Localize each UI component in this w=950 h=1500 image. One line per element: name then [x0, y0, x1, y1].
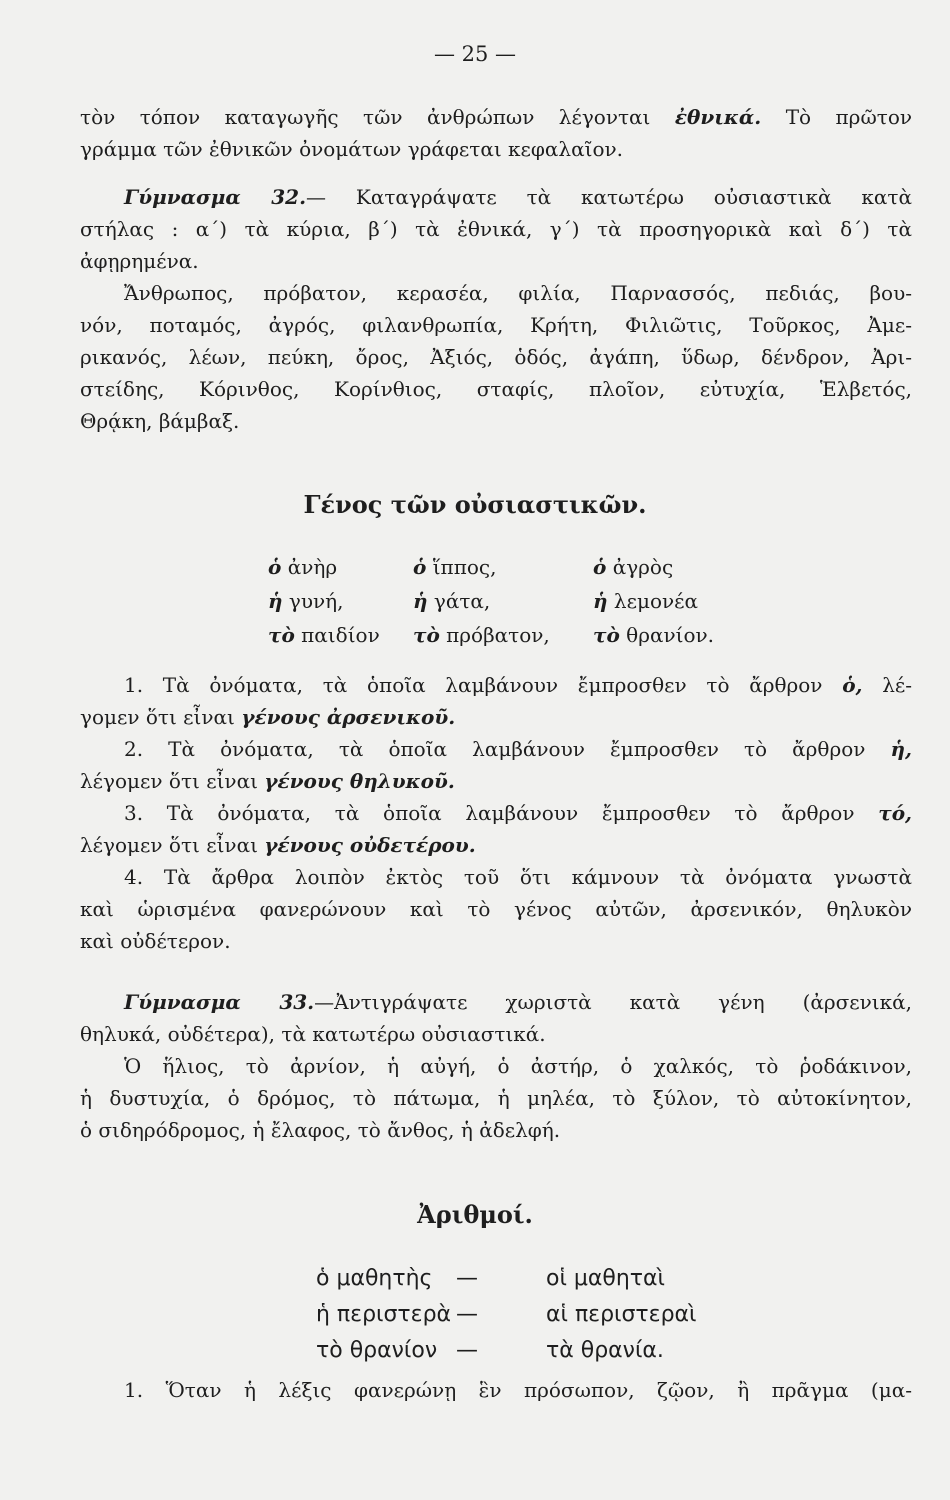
- noun: γάτα,: [433, 589, 491, 613]
- noun: ἀγρὸς: [612, 555, 674, 579]
- rule-text: 1. Τὰ ὀνόματα, τὰ ὁποῖα λαμβάνουν ἔμπροσθεν τὸ ἄρθρον: [124, 673, 823, 697]
- dash: —: [456, 1265, 478, 1291]
- noun: ἵππος,: [432, 555, 497, 579]
- rule-3-line-1: [80, 797, 912, 829]
- exercise-32-line-2: στήλας : α΄) τὰ κύρια, β΄) τὰ ἐθνικά, γ΄) τὰ προσηγορικὰ καὶ δ΄) τὰ: [80, 217, 912, 241]
- term-neuter: γένους οὐδετέρου.: [264, 833, 476, 857]
- exercise-32-line-1: [80, 181, 912, 213]
- table-cell: [593, 550, 714, 584]
- exercise-33-line-2: θηλυκά, οὐδέτερα), τὰ κατωτέρω οὐσιαστικά.: [80, 1022, 546, 1046]
- dash: —: [456, 1301, 478, 1327]
- article: ὁ: [268, 555, 282, 579]
- article: ἡ: [413, 589, 428, 613]
- table-cell: [593, 618, 714, 652]
- article: τό,: [878, 801, 912, 825]
- exercise-33-label: Γύμνασμα 33.: [124, 990, 315, 1014]
- table-row: [268, 550, 714, 584]
- table-cell: [413, 550, 593, 584]
- article: ὁ,: [842, 673, 863, 697]
- rule-4-line-2: καὶ ὡρισμένα φανερώνουν καὶ τὸ γένος αὐτῶν, ἀρσενικόν, θηλυκὸν: [80, 897, 912, 921]
- article: ἡ,: [890, 737, 913, 761]
- exercise-33: [80, 986, 912, 1146]
- exercise-33-line-1: [80, 986, 912, 1018]
- noun: γυνή,: [288, 589, 344, 613]
- exercise-32-instruction: — Καταγράψατε τὰ κατωτέρω οὐσιαστικὰ κατὰ: [306, 185, 913, 209]
- noun: λεμονέα: [613, 589, 699, 613]
- number-examples-table: [316, 1260, 696, 1368]
- singular: τὸ θρανίον: [316, 1337, 438, 1363]
- noun-list-line-4: στείδης, Κόρινθος, Κορίνθιος, σταφίς, πλοῖον, εὐτυχία, Ἑλβετός,: [80, 377, 912, 401]
- rule-1-line-2: [80, 701, 912, 733]
- exercise-33-instruction: —Ἀντιγράψατε χωριστὰ κατὰ γένη (ἀρσενικά,: [314, 990, 913, 1014]
- plural: τὰ θρανία.: [546, 1337, 664, 1363]
- rule-2-line-2: [80, 765, 912, 797]
- intro-line-2: γράμμα τῶν ἐθνικῶν ὀνομάτων γράφεται κεφαλαῖον.: [80, 137, 623, 161]
- table-row: [316, 1260, 696, 1296]
- table-cell: [413, 618, 593, 652]
- exercise-33-words-2: ἡ δυστυχία, ὁ δρόμος, τὸ πάτωμα, ἡ μηλέα, τὸ ξύλον, τὸ αὐτοκίνητον,: [80, 1086, 912, 1110]
- intro-text-after: Τὸ πρῶτον: [785, 105, 913, 129]
- noun: θρανίον.: [626, 623, 715, 647]
- table-cell: [593, 584, 714, 618]
- gender-rules: [80, 669, 912, 957]
- rule-text: 3. Τὰ ὀνόματα, τὰ ὁποῖα λαμβάνουν ἔμπροσθεν τὸ ἄρθρον: [124, 801, 855, 825]
- dash: —: [456, 1337, 478, 1363]
- table-cell: [268, 584, 413, 618]
- article: ὁ: [413, 555, 427, 579]
- term-masculine: γένους ἀρσενικοῦ.: [241, 705, 456, 729]
- arithmoi-heading: Ἀριθμοί.: [417, 1200, 533, 1229]
- rule-3-line-2: [80, 829, 912, 861]
- table-row: [268, 618, 714, 652]
- table-cell: [268, 618, 413, 652]
- exercise-32-line-3: ἀφῃρημένα.: [80, 249, 199, 273]
- noun-list-line-2: νόν, ποταμός, ἀγρός, φιλανθρωπία, Κρήτη, Φιλιῶτις, Τοῦρκος, Ἀμε-: [80, 313, 912, 337]
- table-row: [316, 1296, 696, 1332]
- plural: οἱ μαθηταὶ: [546, 1265, 665, 1291]
- rule-text: λέγομεν ὅτι εἶναι: [80, 769, 258, 793]
- page-number: — 25 —: [433, 42, 517, 66]
- singular: ἡ περιστερὰ: [316, 1301, 452, 1327]
- rule-1-line-1: [80, 669, 912, 701]
- intro-line-1: [80, 101, 912, 133]
- article: ἡ: [593, 589, 608, 613]
- singular: ὁ μαθητὴς: [316, 1265, 433, 1291]
- table-cell: [268, 550, 413, 584]
- article: ὁ: [593, 555, 607, 579]
- exercise-32: [80, 181, 912, 437]
- intro-paragraph: [80, 101, 912, 165]
- rule-text: λέγομεν ὅτι εἶναι: [80, 833, 258, 857]
- exercise-33-words-1: Ὁ ἥλιος, τὸ ἀρνίον, ἡ αὐγή, ὁ ἀστήρ, ὁ χαλκός, τὸ ῥοδάκινον,: [124, 1054, 912, 1078]
- noun: παιδίον: [301, 623, 380, 647]
- genos-heading: Γένος τῶν οὐσιαστικῶν.: [303, 490, 647, 519]
- article: τὸ: [268, 623, 295, 647]
- term-ethnika: ἐθνικά.: [674, 105, 762, 129]
- rule-text: γομεν ὅτι εἶναι: [80, 705, 235, 729]
- number-rule: [80, 1374, 912, 1406]
- rule-text: λέ-: [882, 673, 913, 697]
- term-feminine: γένους θηλυκοῦ.: [264, 769, 455, 793]
- noun: ἀνὴρ: [287, 555, 338, 579]
- exercise-33-words-3: ὁ σιδηρόδρομος, ἡ ἔλαφος, τὸ ἄνθος, ἡ ἀδελφή.: [80, 1118, 561, 1142]
- exercise-32-label: Γύμνασμα 32.: [124, 185, 307, 209]
- table-row: [316, 1332, 696, 1368]
- rule-2-line-1: [80, 733, 912, 765]
- article: τὸ: [593, 623, 620, 647]
- intro-text-before: τὸν τόπον καταγωγῆς τῶν ἀνθρώπων λέγονται: [80, 105, 651, 129]
- table-cell: [413, 584, 593, 618]
- plural: αἱ περιστεραὶ: [546, 1301, 697, 1327]
- noun-list-line-1: Ἄνθρωπος, πρόβατον, κερασέα, φιλία, Παρνασσός, πεδιάς, βου-: [124, 281, 912, 305]
- article: ἡ: [268, 589, 283, 613]
- number-rule-line-1: 1. Ὅταν ἡ λέξις φανερώνῃ ἓν πρόσωπον, ζῷον, ἢ πρᾶγμα (μα-: [124, 1378, 912, 1402]
- rule-text: 2. Τὰ ὀνόματα, τὰ ὁποῖα λαμβάνουν ἔμπροσθεν τὸ ἄρθρον: [124, 737, 866, 761]
- noun: πρόβατον,: [446, 623, 550, 647]
- article: τὸ: [413, 623, 440, 647]
- rule-4-line-3: καὶ οὐδέτερον.: [80, 929, 231, 953]
- rule-4-line-1: 4. Τὰ ἄρθρα λοιπὸν ἐκτὸς τοῦ ὅτι κάμνουν τὰ ὀνόματα γνωστὰ: [124, 865, 912, 889]
- noun-list-line-3: ρικανός, λέων, πεύκη, ὄρος, Ἀξιός, ὁδός, ἀγάπη, ὕδωρ, δένδρον, Ἀρι-: [80, 345, 912, 369]
- noun-list-line-5: Θρᾴκη, βάμβαξ.: [80, 409, 240, 433]
- gender-examples-table: [268, 550, 714, 652]
- table-row: [268, 584, 714, 618]
